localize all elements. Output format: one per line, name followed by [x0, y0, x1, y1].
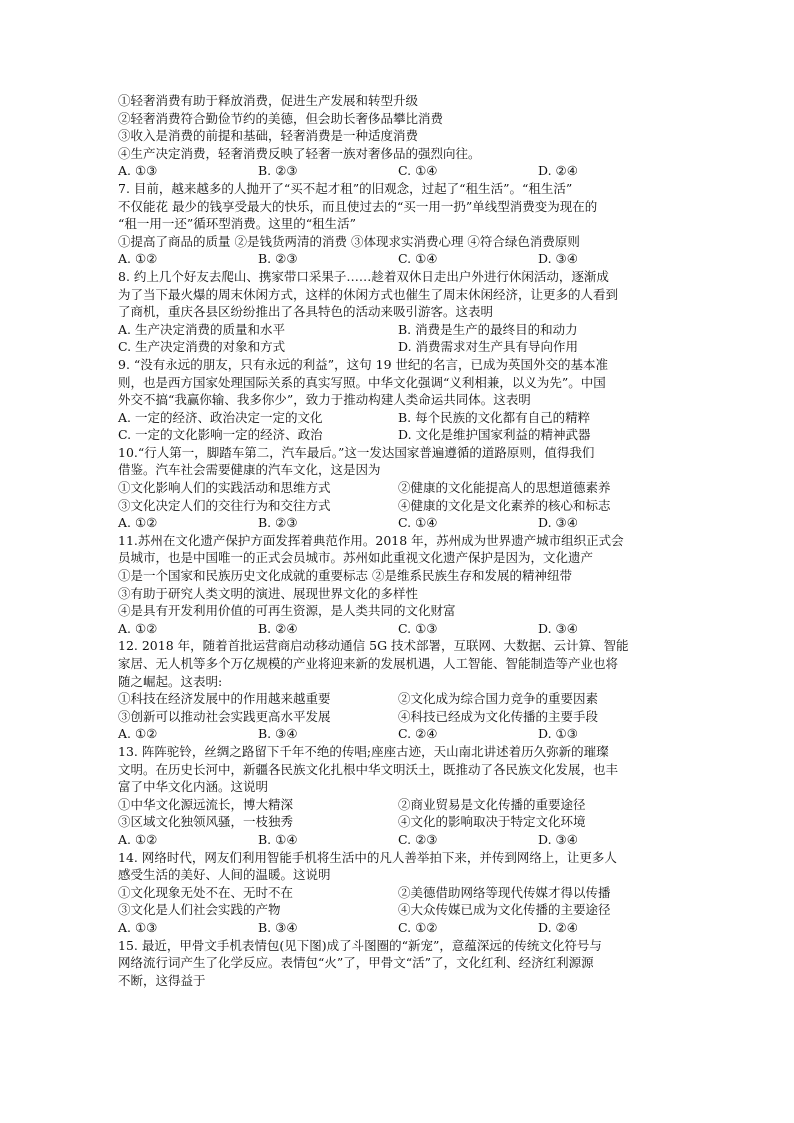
option-row: [118, 708, 678, 726]
option-item: A. ①③: [118, 163, 158, 179]
text-line: ④是具有开发利用价值的可再生资源，是人类共同的文化财富: [118, 603, 456, 619]
option-item: D. ①③: [538, 726, 578, 742]
document-page: [118, 92, 678, 989]
text-line: 网络流行词产生了化学反应。表情包“火”了，甲骨文“活”了，文化红利、经济红利源源: [118, 955, 594, 971]
option-item: D. ③④: [538, 620, 578, 636]
text-line: ①是一个国家和民族历史文化成就的重要标志 ②是维系民族生存和发展的精神纽带: [118, 568, 572, 584]
option-item: C. ②③: [398, 831, 438, 847]
option-item: B. 每个民族的文化都有自己的精粹: [398, 409, 591, 425]
text-line: ④生产决定消费，轻奢消费反映了轻奢一族对奢侈品的强烈向往。: [118, 145, 481, 161]
option-row: [118, 338, 678, 356]
option-item: ②健康的文化能提高人的思想道德素养: [398, 480, 611, 496]
option-item: A. ①②: [118, 251, 158, 267]
text-line: 8. 约上几个好友去爬山、携家带口采果子……趁着双休日走出户外进行休闲活动，逐渐成: [118, 268, 609, 284]
option-item: B. ②④: [258, 620, 298, 636]
option-item: B. ②③: [258, 251, 298, 267]
option-item: A. ①②: [118, 620, 158, 636]
text-line: 14. 网络时代，网友们利用智能手机将生活中的凡人善举拍下来，并传到网络上，让更多人: [118, 849, 617, 865]
option-row: [118, 901, 678, 919]
option-row: [118, 514, 678, 532]
text-line: 则，也是西方国家处理国际关系的真实写照。中华文化强调“义利相兼，以义为先”。中国: [118, 374, 606, 390]
option-item: C. ②④: [398, 726, 438, 742]
text-line: 11.苏州在文化遗产保护方面发挥着典范作用。2018 年，苏州成为世界遗产城市组织正式会: [118, 532, 624, 548]
text-line: 为了当下最火爆的周末休闲方式，这样的休闲方式也催生了周末休闲经济，让更多的人看到: [118, 286, 619, 302]
text-line: 不仅能花 最少的钱享受最大的快乐，而且使过去的“买一用一扔”单线型消费变为现在的: [118, 198, 598, 214]
text-line: 9. “没有永远的朋友，只有永远的利益”，这句 19 世纪的名言，已成为英国外交的基本准: [118, 356, 609, 372]
option-item: D. ②④: [538, 163, 578, 179]
option-item: ③创新可以推动社会实践更高水平发展: [118, 708, 331, 724]
option-item: C. ①②: [398, 919, 438, 935]
text-line: 7. 目前，越来越多的人抛开了“买不起才租”的旧观念，过起了“租生活”。“租生活”: [118, 180, 573, 196]
option-row: [118, 162, 678, 180]
option-item: C. 生产决定消费的对象和方式: [118, 339, 286, 355]
option-item: ①科技在经济发展中的作用越来越重要: [118, 691, 331, 707]
text-line: 12. 2018 年，随着首批运营商启动移动通信 5G 技术部署，互联网、大数据、云计算、智能: [118, 638, 629, 654]
option-row: [118, 409, 678, 427]
option-item: C. 一定的文化影响一定的经济、政治: [118, 427, 323, 443]
text-line: 文明。在历史长河中，新疆各民族文化扎根中华文明沃土，既推动了各民族文化发展，也丰: [118, 761, 619, 777]
text-line: 了商机，重庆各县区纷纷推出了各具特色的活动来吸引游客。这表明: [118, 304, 494, 320]
option-item: ④大众传媒已成为文化传播的主要途径: [398, 902, 611, 918]
option-item: B. ②③: [258, 163, 298, 179]
option-item: ②文化成为综合国力竞争的重要因素: [398, 691, 599, 707]
option-row: [118, 479, 678, 497]
option-item: ②美德借助网络等现代传媒才得以传播: [398, 884, 611, 900]
text-line: ②轻奢消费符合勤俭节约的美德，但会助长奢侈品攀比消费: [118, 110, 444, 126]
option-item: ①中华文化源远流长，博大精深: [118, 796, 294, 812]
option-item: A. ①②: [118, 515, 158, 531]
text-line: ③有助于研究人类文明的演进、展现世界文化的多样性: [118, 585, 419, 601]
option-item: C. ①④: [398, 251, 438, 267]
option-item: B. 消费是生产的最终目的和动力: [398, 321, 578, 337]
option-item: D. ③④: [538, 831, 578, 847]
option-item: B. ③④: [258, 726, 298, 742]
text-line: “租一用一还”循环型消费。这里的“租生活”: [118, 216, 357, 232]
text-line: ③收入是消费的前提和基础，轻奢消费是一种适度消费: [118, 128, 419, 144]
option-item: A. ①②: [118, 726, 158, 742]
option-row: [118, 813, 678, 831]
option-item: C. ①④: [398, 515, 438, 531]
option-item: C. ①④: [398, 163, 438, 179]
option-item: A. 一定的经济、政治决定一定的文化: [118, 409, 323, 425]
option-item: D. 文化是维护国家利益的精神武器: [398, 427, 591, 443]
option-item: ④科技已经成为文化传播的主要手段: [398, 708, 599, 724]
option-item: ③区域文化独领风骚，一枝独秀: [118, 814, 294, 830]
text-line: 随之崛起。这表明:: [118, 673, 223, 689]
option-item: D. ②④: [538, 919, 578, 935]
option-item: A. 生产决定消费的质量和水平: [118, 321, 285, 337]
option-item: D. ③④: [538, 251, 578, 267]
option-row: [118, 919, 678, 937]
option-item: C. ①③: [398, 620, 438, 636]
text-line: 家居、无人机等多个万亿规模的产业将迎来新的发展机遇，人工智能、智能制造等产业也将: [118, 656, 619, 671]
option-item: ③文化决定人们的交往行为和交往方式: [118, 497, 331, 513]
text-line: 13. 阵阵驼铃，丝绸之路留下千年不绝的传唱;座座古迹，天山南北讲述着历久弥新的璀璨: [118, 743, 609, 759]
option-item: D. ③④: [538, 515, 578, 531]
option-item: ④健康的文化是文化素养的核心和标志: [398, 497, 611, 513]
option-row: [118, 620, 678, 638]
option-item: A. ①②: [118, 831, 158, 847]
option-item: ①文化现象无处不在、无时不在: [118, 884, 294, 900]
option-item: ④文化的影响取决于特定文化环境: [398, 814, 586, 830]
option-row: [118, 725, 678, 743]
option-item: B. ①④: [258, 831, 298, 847]
option-row: [118, 690, 678, 708]
text-line: 外交不搞“我赢你输、我多你少”，致力于推动构建人类命运共同体。这表明: [118, 392, 531, 408]
text-line: 员城市，也是中国唯一的正式会员城市。苏州如此重视文化遗产保护是因为，文化遗产: [118, 550, 594, 566]
option-item: A. ①③: [118, 919, 158, 935]
option-row: [118, 250, 678, 268]
text-line: ①轻奢消费有助于释放消费，促进生产发展和转型升级: [118, 93, 419, 108]
option-item: ②商业贸易是文化传播的重要途径: [398, 796, 586, 812]
option-row: [118, 831, 678, 849]
text-line: 10.“行人第一，脚踏车第二，汽车最后。”这一发达国家普遍遵循的道路原则，值得我们: [118, 444, 595, 460]
option-item: ③文化是人们社会实践的产物: [118, 902, 281, 918]
option-row: [118, 426, 678, 444]
option-item: B. ②③: [258, 515, 298, 531]
text-line: 15. 最近，甲骨文手机表情包(见下图)成了斗图圈的“新宠”，意蕴深远的传统文化符号与: [118, 937, 602, 953]
text-line: ①提高了商品的质量 ②是钱货两清的消费 ③体现求实消费心理 ④符合绿色消费原则: [118, 233, 580, 249]
option-item: ①文化影响人们的实践活动和思维方式: [118, 480, 331, 496]
option-row: [118, 321, 678, 339]
text-line: 感受生活的美好、人间的温暖。这说明: [118, 867, 331, 883]
text-line: 不断，这得益于: [118, 972, 206, 988]
text-line: 借鉴。汽车社会需要健康的汽车文化，这是因为: [118, 462, 381, 478]
option-row: [118, 796, 678, 814]
text-line: 富了中华文化内涵。这说明: [118, 779, 269, 795]
option-item: B. ③④: [258, 919, 298, 935]
option-row: [118, 884, 678, 902]
option-item: D. 消费需求对生产具有导向作用: [398, 339, 579, 355]
option-row: [118, 497, 678, 515]
